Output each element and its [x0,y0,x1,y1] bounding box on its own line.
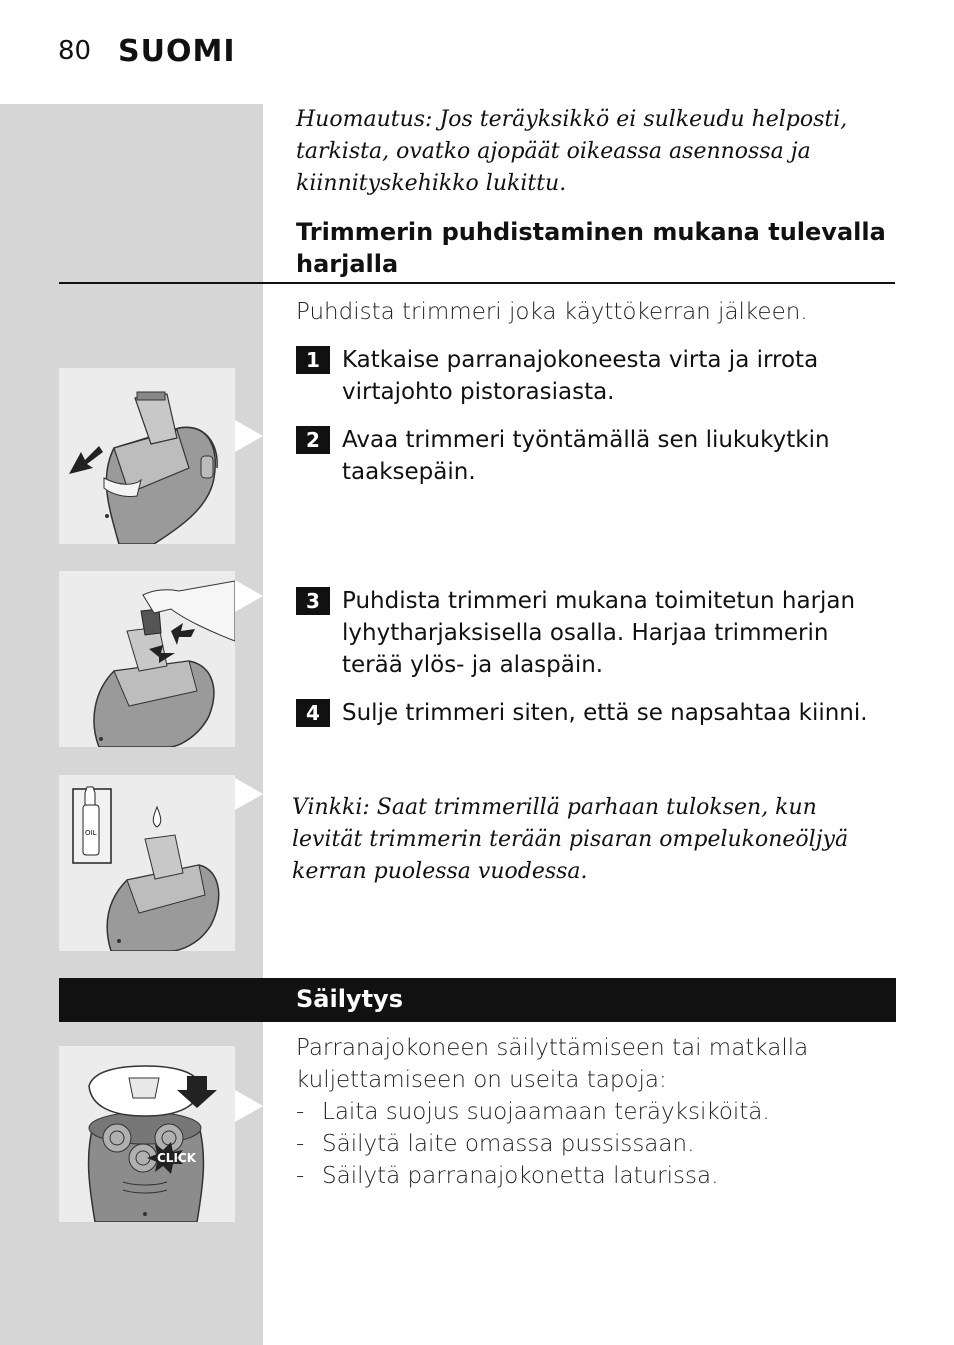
list-item: - Säilytä laite omassa pussissaan. [296,1128,856,1160]
step-number: 3 [296,587,330,615]
step-1 [296,344,892,408]
step-number: 1 [296,346,330,374]
oil-bottle-drawing [59,775,235,951]
note-paragraph: Huomautus: Jos teräyksikkö ei sulkeudu helposti, tarkista, ovatko ajopäät oikeassa asennossa ja kiinnityskehikko lukittu. [296,107,848,196]
step-number: 4 [296,699,330,727]
step-3 [296,585,892,681]
storage-bullet-list [296,1096,856,1192]
step-4 [296,697,892,729]
illustration-brushing-trimmer [59,571,235,747]
illustration-pointer [235,420,263,452]
storage-intro: Parranajokoneen säilyttämiseen tai matkalla kuljettamiseen on useita tapoja: [296,1035,809,1093]
list-item: - Laita suojus suojaamaan teräyksiköitä. [296,1096,856,1128]
tip-paragraph: Vinkki: Saat trimmerillä parhaan tuloksen, kun levität trimmerin terään pisaran ompelukoneöljyä kerran puolessa vuodessa. [292,795,849,884]
language-heading: SUOMI [118,34,236,69]
brush-cleaning-drawing [59,571,235,747]
section-heading-trimmer-cleaning: Trimmerin puhdistaminen mukana tulevalla harjalla [296,218,886,278]
illustration-open-trimmer [59,368,235,544]
shaver-open-trimmer-drawing [59,368,235,544]
section-banner [59,978,896,1022]
section-rule [59,282,895,284]
list-item-text: Säilytä laite omassa pussissaan. [322,1131,695,1157]
step-text: Sulje trimmeri siten, että se napsahtaa kiinni. [342,700,868,726]
illustration-pointer [235,1090,263,1122]
section-intro: Puhdista trimmeri joka käyttökerran jälkeen. [296,299,808,325]
shaver-cap-drawing [59,1046,235,1222]
step-text: Puhdista trimmeri mukana toimitetun harjan lyhytharjaksisella osalla. Harjaa trimmerin terää ylös- ja alaspäin. [342,588,856,678]
steps-group-1 [296,344,892,488]
page-number: 80 [58,36,92,66]
oil-label: OIL [85,829,97,837]
click-label: CLICK [157,1151,197,1165]
list-item-text: Laita suojus suojaamaan teräyksiköitä. [322,1099,770,1125]
list-item-text: Säilytä parranajokonetta laturissa. [322,1163,719,1189]
step-2 [296,424,892,488]
steps-group-2 [296,585,892,729]
step-text: Katkaise parranajokoneesta virta ja irrota virtajohto pistorasiasta. [342,347,819,405]
step-number: 2 [296,426,330,454]
step-text: Avaa trimmeri työntämällä sen liukukytkin taaksepäin. [342,427,830,485]
illustration-protection-cap [59,1046,235,1222]
illustration-pointer [235,580,263,612]
list-item: - Säilytä parranajokonetta laturissa. [296,1160,856,1192]
section-heading-storage: Säilytys [296,985,403,1013]
illustration-oil-trimmer [59,775,235,951]
illustration-pointer [235,778,263,810]
